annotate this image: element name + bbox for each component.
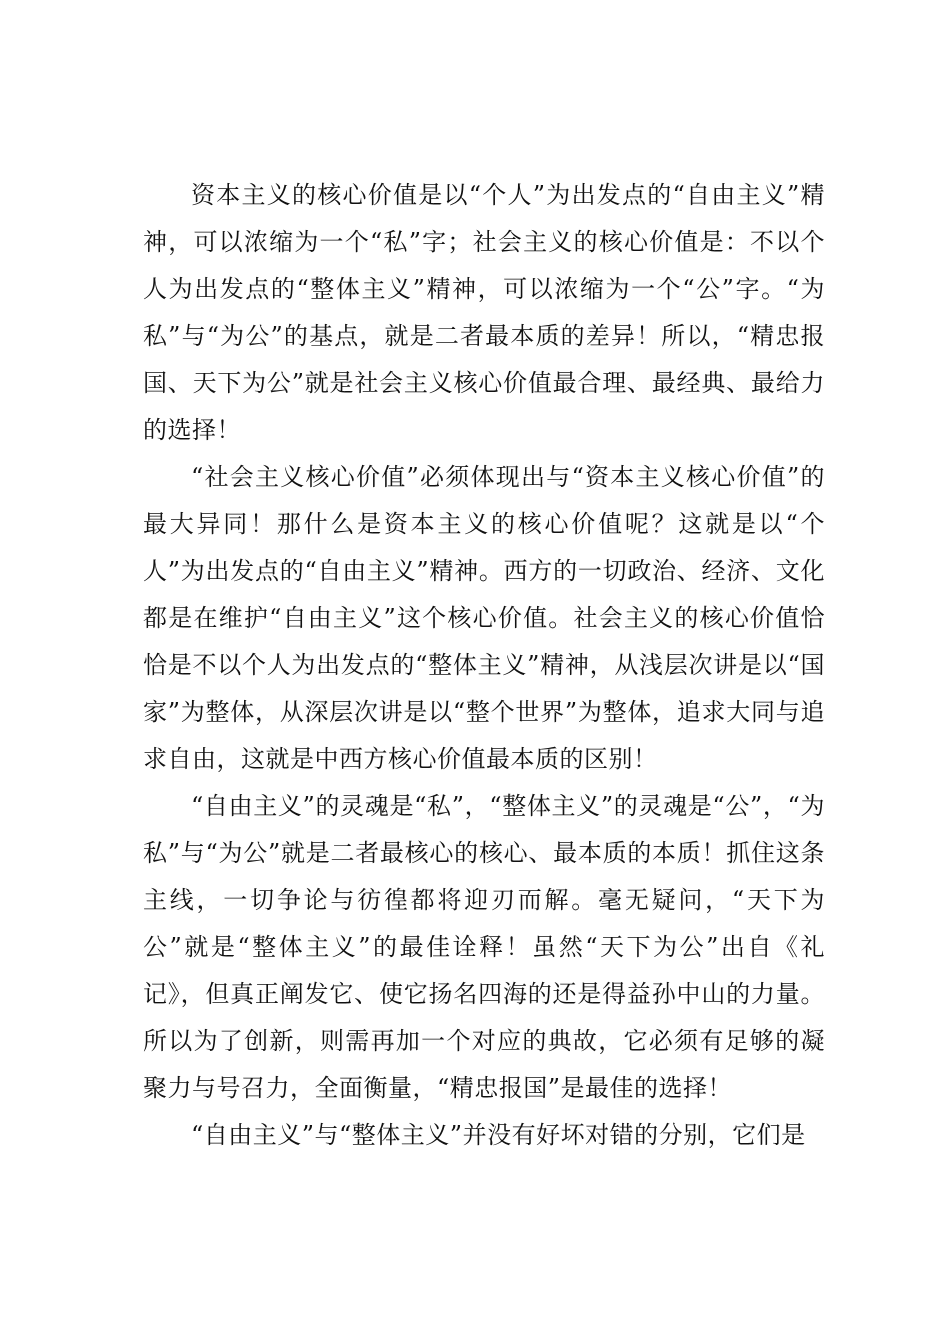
paragraph-2: “社会主义核心价值”必须体现出与“资本主义核心价值”的最大异同！那什么是资本主义的核心价值呢？这就是以“个人”为出发点的“自由主义”精神。西方的一切政治、经济、文化都是在维护“自由主义”这个核心价值。社会主义的核心价值恰恰是不以个人为出发点的“整体主义”精神，从浅层次讲是以“国家”为整体，从深层次讲是以“整个世界”为整体，追求大同与追求自由，这就是中西方核心价值最本质的区别！ [143, 463, 825, 773]
paragraph-1: 资本主义的核心价值是以“个人”为出发点的“自由主义”精神，可以浓缩为一个“私”字；社会主义的核心价值是：不以个人为出发点的“整体主义”精神，可以浓缩为一个“公”字。“为私”与“为公”的基点，就是二者最本质的差异！所以，“精忠报国、天下为公”就是社会主义核心价值最合理、最经典、最给力的选择！ [143, 181, 825, 444]
document-body [143, 172, 825, 1159]
paragraph-4: “自由主义”与“整体主义”并没有好坏对错的分别，它们是 [191, 1121, 806, 1149]
paragraph-3: “自由主义”的灵魂是“私”，“整体主义”的灵魂是“公”，“为私”与“为公”就是二者最核心的核心、最本质的本质！抓住这条主线，一切争论与彷徨都将迎刃而解。毫无疑问，“天下为公”就是“整体主义”的最佳诠释！虽然“天下为公”出自《礼记》，但真正阐发它、使它扬名四海的还是得益孙中山的力量。所以为了创新，则需再加一个对应的典故，它必须有足够的凝聚力与号召力，全面衡量，“精忠报国”是最佳的选择！ [143, 792, 825, 1102]
